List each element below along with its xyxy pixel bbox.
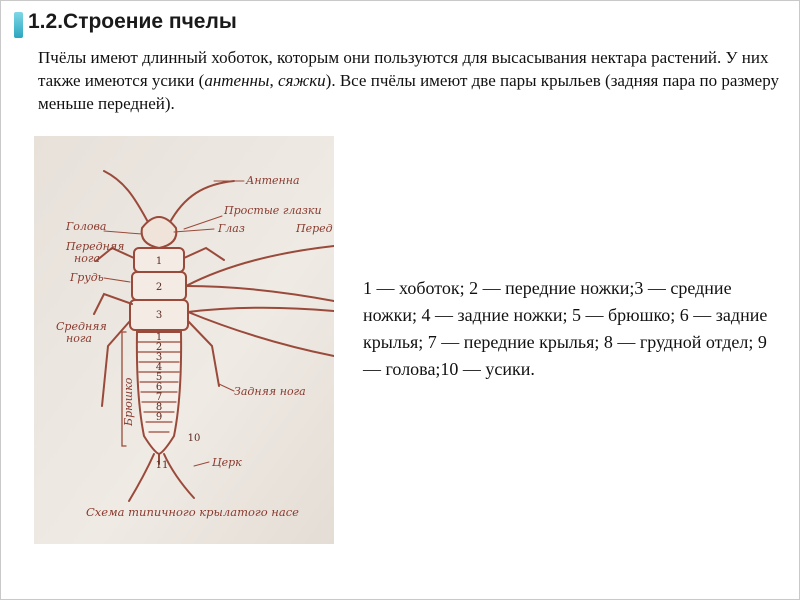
label-antenna: Антенна [246,174,300,187]
number-abdomen-1: 1 [155,332,163,343]
number-abdomen-8: 8 [155,402,163,413]
label-middle-leg-1: Средняя [56,320,107,333]
label-eye: Глаз [218,222,245,235]
figure-caption: Схема типичного крылатого насе [86,505,299,519]
number-abdomen-6: 6 [155,382,163,393]
number-thorax-2: 2 [155,282,163,293]
label-middle-leg-2: нога [66,332,92,345]
number-abdomen-11: 11 [155,460,169,471]
legend-text: 1 — хоботок; 2 — передние ножки;3 — средние ножки; 4 — задние ножки; 5 — брюшко; 6 — задние крылья; 7 — передние крылья; 8 — грудной отдел; 9 — голова;10 — усики. [363,278,768,379]
number-abdomen-3: 3 [155,352,163,363]
label-front-leg-1: Передняя [66,240,125,253]
label-simple-eyes: Простые глазки [224,204,322,217]
label-abdomen: Брюшко [122,377,135,426]
label-hind-leg: Задняя нога [234,385,306,398]
head-shape [142,217,177,248]
label-front-cut: Перед [296,222,333,235]
number-abdomen-5: 5 [155,372,163,383]
intro-text-part2: ). Все пчёлы имеют две пары крыльев (задняя пара по размеру меньше передней). [38,71,779,113]
number-thorax-1: 1 [155,256,163,267]
number-thorax-3: 3 [155,310,163,321]
label-front-leg-2: нога [74,252,100,265]
label-thorax: Грудь [70,271,104,284]
intro-term-feelers: сяжки [277,71,326,90]
label-head: Голова [66,220,107,233]
number-abdomen-4: 4 [155,362,163,373]
insect-diagram-photo [34,136,334,544]
number-abdomen-7: 7 [155,392,163,403]
slide-title: 1.2.Строение пчелы [28,10,237,33]
insect-diagram [34,136,334,544]
number-abdomen-9: 9 [155,412,163,423]
intro-paragraph [38,46,783,115]
intro-separator: , [269,71,278,90]
label-cercus: Церк [212,456,242,469]
intro-term-antennae: антенны [204,71,270,90]
title-accent-bar [14,12,23,38]
number-abdomen-10: 10 [187,433,201,444]
intro-text-part1: Пчёлы имеют длинный хоботок, которым они пользуются для высасывания нектара растений. У них также имеются усики ( [38,48,769,90]
number-abdomen-2: 2 [155,342,163,353]
